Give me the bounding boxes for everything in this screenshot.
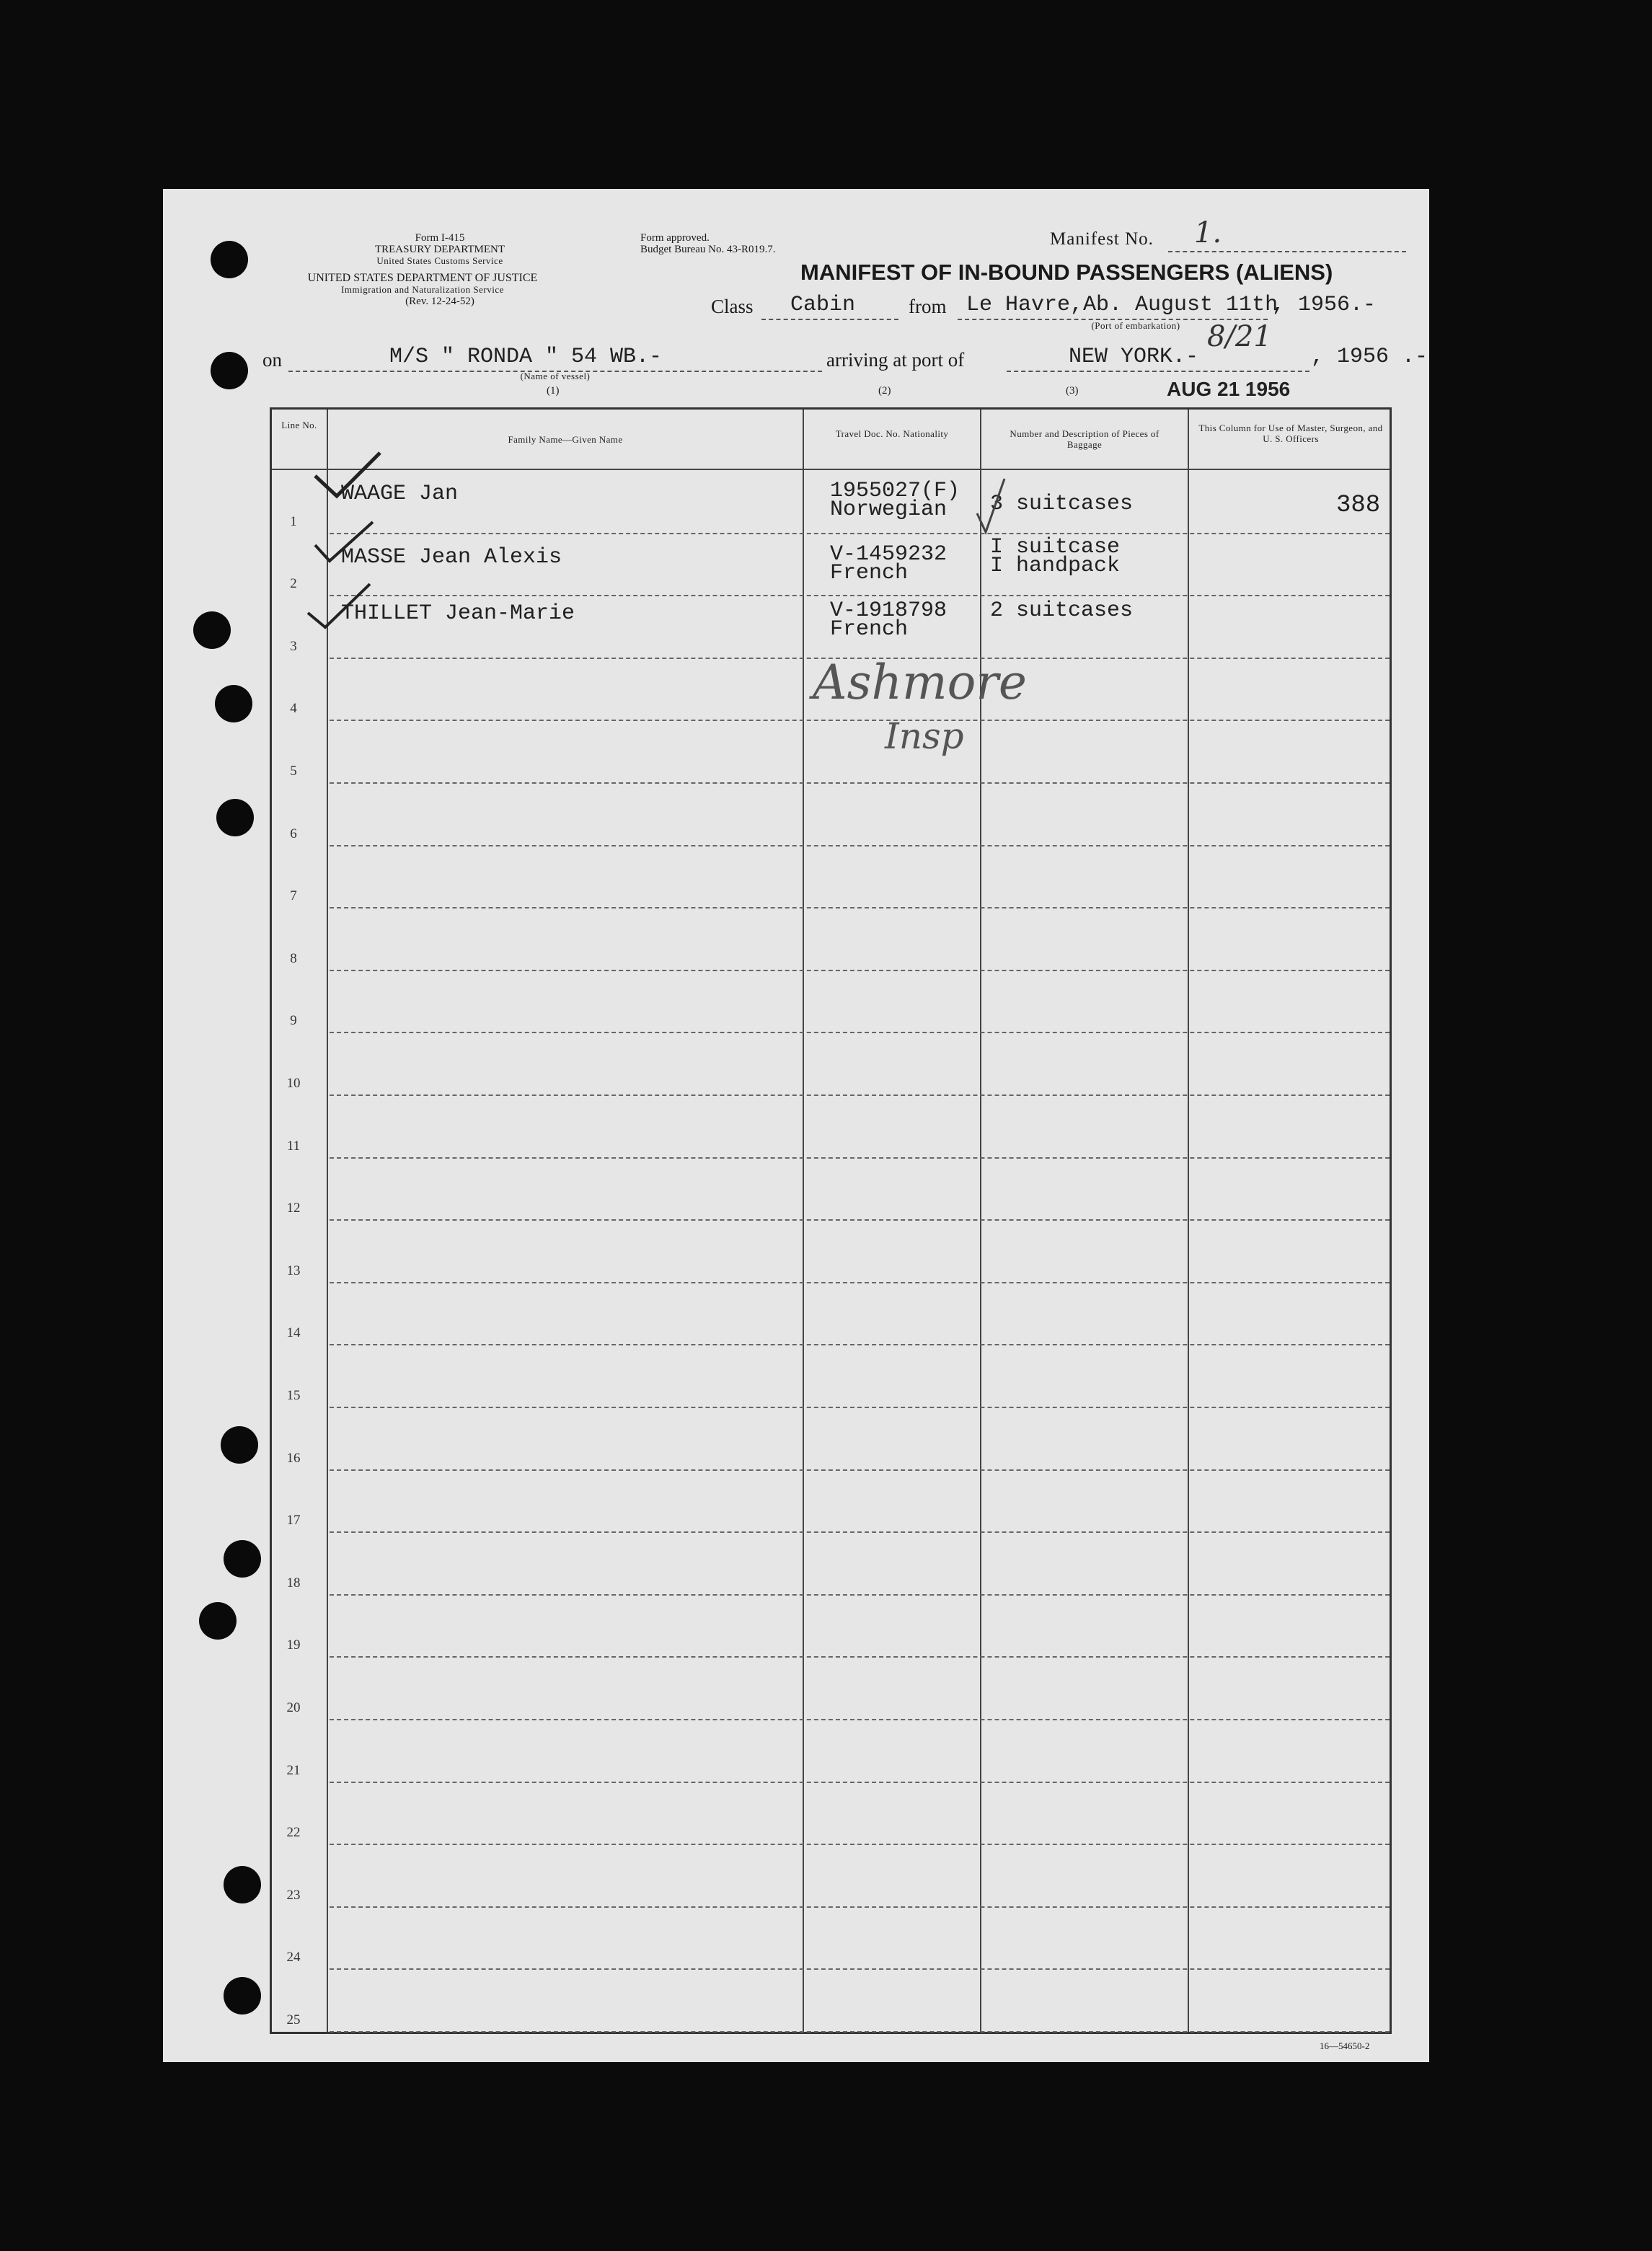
row-line xyxy=(330,1656,1390,1658)
print-code: 16—54650-2 xyxy=(1320,2040,1370,2051)
arrival-year: , 1956 .- xyxy=(1311,345,1428,369)
punch-hole xyxy=(193,611,231,649)
header-travel-doc: Travel Doc. No. Nationality xyxy=(835,428,949,439)
line-number: 6 xyxy=(290,826,297,841)
row-line xyxy=(330,1469,1390,1471)
inspector-initials: Insp xyxy=(885,715,964,757)
row-line xyxy=(330,1032,1390,1033)
row-line xyxy=(330,720,1390,721)
port-embarkation-label: (Port of embarkation) xyxy=(1091,320,1180,331)
entry-doc: V-1918798 xyxy=(830,598,948,623)
row-line xyxy=(330,845,1390,846)
arrival-date-stamp: AUG 21 1956 xyxy=(1167,378,1291,400)
entry-baggage: 3 suitcases xyxy=(990,492,1134,516)
form-id: Form I-415 xyxy=(415,232,465,244)
line-number: 11 xyxy=(286,1138,301,1154)
punch-hole xyxy=(224,1540,261,1578)
line-number: 18 xyxy=(286,1575,301,1591)
line-number: 19 xyxy=(286,1637,301,1653)
row-line xyxy=(330,970,1390,971)
line-number: 15 xyxy=(286,1388,301,1403)
entry-nationality: French xyxy=(830,561,909,585)
line-number: 12 xyxy=(286,1200,301,1216)
line-number: 24 xyxy=(286,1950,301,1965)
line-number: 25 xyxy=(286,2012,301,2027)
row-line xyxy=(330,1968,1390,1970)
line-number: 23 xyxy=(286,1887,301,1903)
arriving-label: arriving at port of xyxy=(826,349,965,371)
from-value: Le Havre,Ab. August 11th xyxy=(966,293,1278,317)
col-mark-1: (1) xyxy=(547,385,560,397)
inspector-signature: Ashmore xyxy=(813,655,1027,710)
arrival-date-handwritten: 8/21 xyxy=(1207,320,1272,353)
row-line xyxy=(330,1906,1390,1908)
customs-service: United States Customs Service xyxy=(376,255,503,266)
row-line xyxy=(330,1782,1390,1783)
line-number: 1 xyxy=(290,513,297,529)
line-number: 20 xyxy=(286,1700,301,1715)
col-mark-2: (2) xyxy=(878,385,891,397)
on-label: on xyxy=(262,349,282,371)
line-number: 7 xyxy=(290,888,297,904)
ins: Immigration and Naturalization Service xyxy=(341,284,504,295)
punch-hole xyxy=(211,241,248,278)
line-number: 13 xyxy=(286,1262,301,1278)
line-number: 22 xyxy=(286,1825,301,1841)
manifest-no-line xyxy=(1168,251,1406,252)
row-line xyxy=(330,1594,1390,1596)
line-number: 5 xyxy=(290,764,297,779)
row-line xyxy=(330,1531,1390,1533)
class-value: Cabin xyxy=(790,293,856,317)
line-number: 14 xyxy=(286,1325,301,1341)
row-line xyxy=(330,907,1390,908)
entry-doc: V-1459232 xyxy=(830,542,948,567)
line-number: 4 xyxy=(290,701,297,717)
row-line xyxy=(330,1219,1390,1221)
dept-justice: UNITED STATES DEPARTMENT OF JUSTICE xyxy=(307,272,538,284)
entry-nationality: Norwegian xyxy=(830,497,948,522)
row-line xyxy=(330,1094,1390,1096)
line-number: 10 xyxy=(286,1076,301,1091)
row-line xyxy=(330,1719,1390,1720)
class-label: Class xyxy=(711,296,754,317)
header-line-no: Line No. xyxy=(281,420,317,430)
revision: (Rev. 12-24-52) xyxy=(405,296,474,307)
line-number: 2 xyxy=(290,576,297,592)
line-number: 17 xyxy=(286,1513,301,1529)
line-number: 21 xyxy=(286,1762,301,1778)
punch-hole xyxy=(221,1426,258,1464)
punch-hole xyxy=(224,1977,261,2015)
budget-bureau: Budget Bureau No. 43-R019.7. xyxy=(640,244,776,255)
manifest-number: 1. xyxy=(1194,216,1222,249)
entry-baggage-2: I handpack xyxy=(990,554,1121,578)
entry-baggage: 2 suitcases xyxy=(990,598,1134,623)
arriving-value: NEW YORK.- xyxy=(1069,345,1199,369)
punch-hole xyxy=(224,1866,261,1903)
entry-doc: 1955027(F) xyxy=(830,479,960,503)
row-line xyxy=(330,1344,1390,1345)
line-number: 8 xyxy=(290,950,297,966)
row-line xyxy=(330,1282,1390,1283)
entry-officers: 388 xyxy=(1336,492,1381,519)
arriving-line xyxy=(1007,371,1309,372)
from-label: from xyxy=(909,296,947,317)
manifest-label: Manifest No. xyxy=(1050,229,1154,249)
header-baggage: Number and Description of Pieces of Baggage xyxy=(1010,428,1160,450)
row-line xyxy=(330,1157,1390,1159)
punch-hole xyxy=(211,352,248,389)
header-family-name: Family Name—Given Name xyxy=(508,434,623,445)
vessel-value: M/S " RONDA " 54 WB.- xyxy=(389,345,663,369)
line-number: 16 xyxy=(286,1450,301,1466)
class-line xyxy=(761,319,898,320)
row-line xyxy=(330,782,1390,784)
row-line xyxy=(330,1844,1390,1845)
vessel-label: (Name of vessel) xyxy=(520,371,591,381)
line-number: 9 xyxy=(290,1013,297,1029)
from-year: , 1956.- xyxy=(1272,293,1377,317)
entry-nationality: French xyxy=(830,617,909,642)
form-approved: Form approved. xyxy=(640,232,710,244)
dept-treasury: TREASURY DEPARTMENT xyxy=(374,244,505,255)
entry-name: THILLET Jean-Marie xyxy=(341,601,575,626)
header-officers: This Column for Use of Master, Surgeon, and U. S. Officers xyxy=(1198,423,1383,444)
col-mark-3: (3) xyxy=(1066,385,1079,397)
entry-name: WAAGE Jan xyxy=(341,482,459,506)
entry-name: MASSE Jean Alexis xyxy=(341,545,562,570)
row-line xyxy=(330,1407,1390,1408)
page-title: MANIFEST OF IN-BOUND PASSENGERS (ALIENS) xyxy=(800,260,1333,285)
row-line xyxy=(330,2031,1390,2033)
line-number: 3 xyxy=(290,638,297,654)
punch-hole xyxy=(215,685,252,722)
punch-hole xyxy=(199,1602,237,1640)
entry-baggage: I suitcase xyxy=(990,535,1121,560)
punch-hole xyxy=(216,799,254,836)
passenger-table xyxy=(270,407,1392,2034)
